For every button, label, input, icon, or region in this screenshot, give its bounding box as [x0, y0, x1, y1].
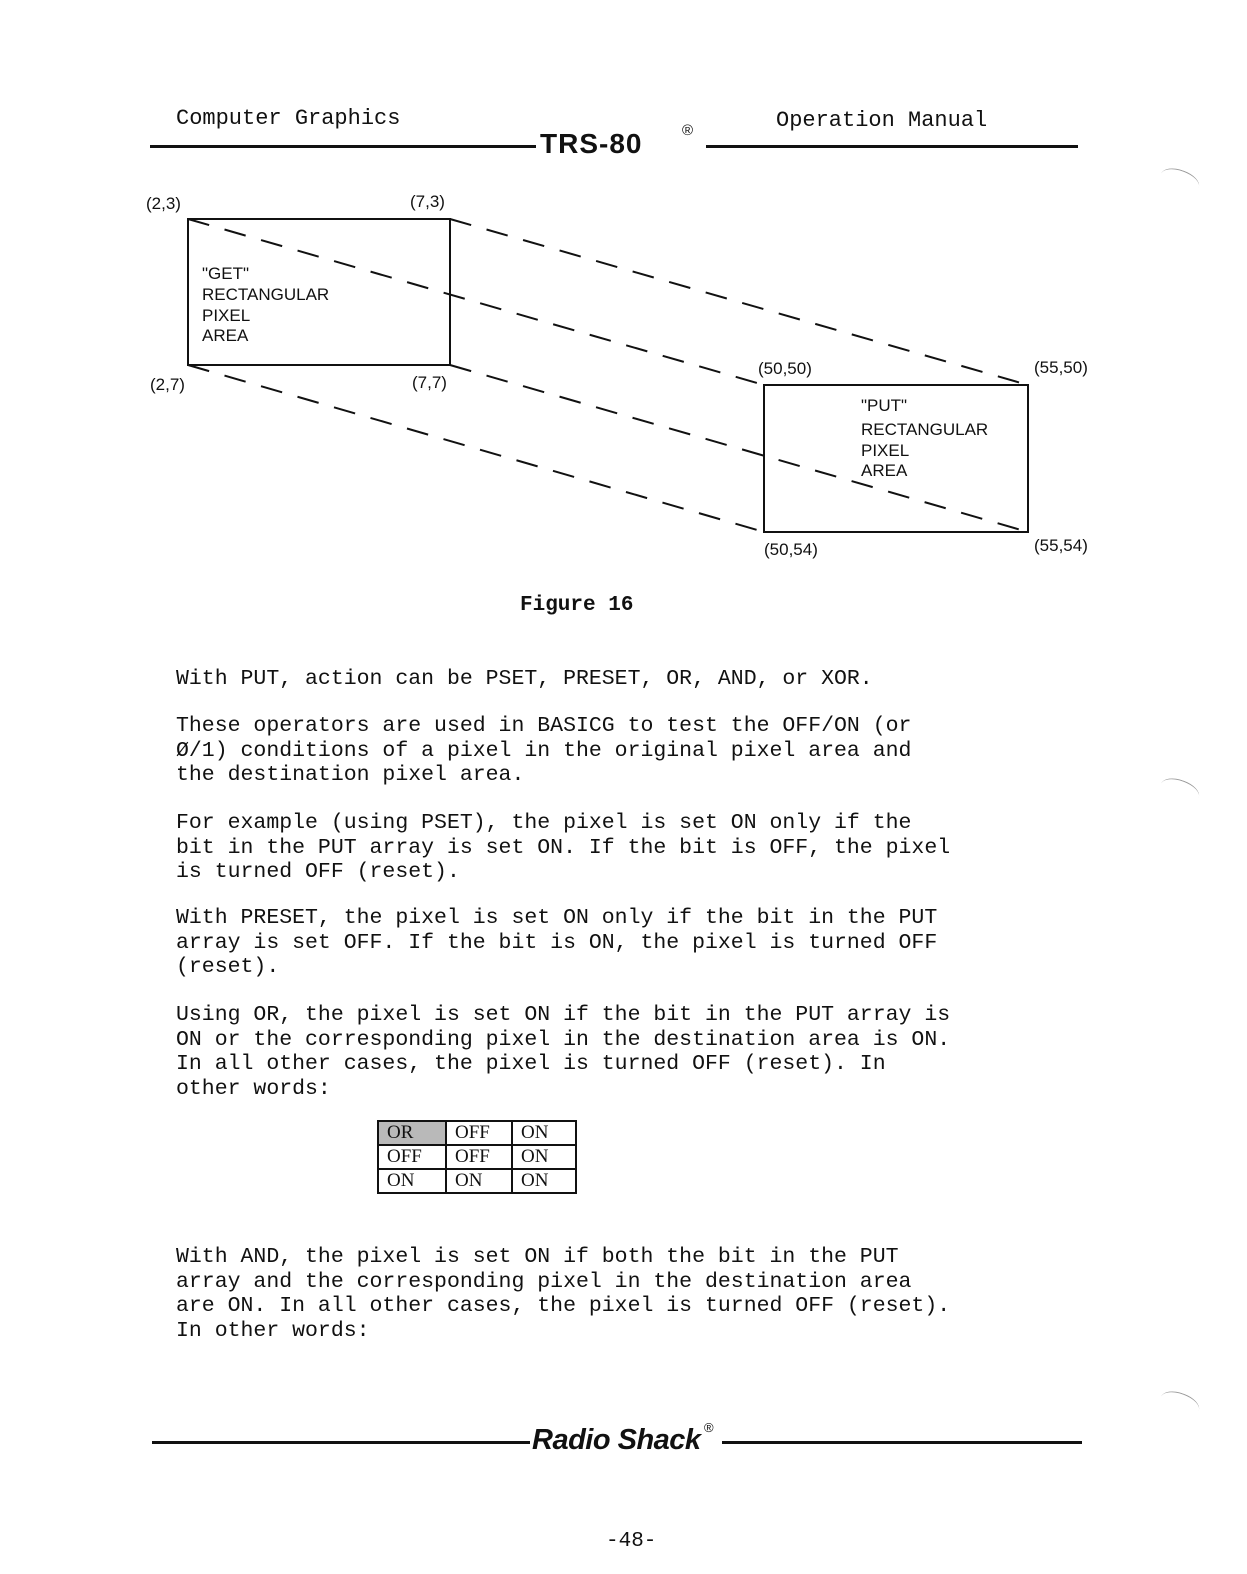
- table-cell: ON: [512, 1169, 576, 1193]
- paragraph-or: Using OR, the pixel is set ON if the bit in the PUT array is ON or the corresponding pixel in the destination area is ON. In all other cases, the pixel is turned OFF (reset). In other words:: [176, 1003, 951, 1101]
- projection-line-bottom-left: [188, 365, 764, 532]
- paragraph-preset: With PRESET, the pixel is set ON only if the bit in the PUT array is set OFF. If the bit is ON, the pixel is turned OFF (reset).: [176, 906, 938, 979]
- projection-line-top-right: [450, 219, 1028, 385]
- put-label-line-4: AREA: [861, 461, 908, 480]
- header-left-title: Computer Graphics: [176, 106, 401, 131]
- header-registered-mark: ®: [682, 122, 694, 139]
- footer-registered-mark: ®: [704, 1420, 714, 1435]
- table-row: [378, 1121, 576, 1145]
- table-cell: OFF: [446, 1145, 512, 1169]
- page-number: -48-: [606, 1530, 657, 1553]
- table-row: [378, 1169, 576, 1193]
- paragraph-operators: These operators are used in BASICG to test the OFF/ON (or Ø/1) conditions of a pixel in the original pixel area and the destination pixel area.: [176, 714, 912, 787]
- get-corner-bottom-left: (2,7): [150, 375, 185, 394]
- get-label-line-3: PIXEL: [202, 306, 251, 325]
- get-corner-top-right: (7,3): [410, 192, 445, 211]
- radio-shack-logo: Radio Shack: [532, 1424, 701, 1456]
- table-row-header: ON: [378, 1169, 446, 1193]
- trs80-logo: TRS-80: [540, 128, 643, 159]
- paragraph-put-actions: With PUT, action can be PSET, PRESET, OR, AND, or XOR.: [176, 667, 873, 691]
- footer-rule-left: [152, 1441, 530, 1444]
- get-corner-top-left: (2,3): [146, 194, 181, 213]
- paragraph-and: With AND, the pixel is set ON if both the bit in the PUT array and the corresponding pixel in the destination area are ON. In all other cases, the pixel is turned OFF (reset). In other words:: [176, 1245, 951, 1343]
- paragraph-pset-example: For example (using PSET), the pixel is set ON only if the bit in the PUT array is set ON. If the bit is OFF, the pixel is turned OFF (reset).: [176, 811, 951, 884]
- table-cell: ON: [512, 1145, 576, 1169]
- figure-caption: Figure 16: [520, 594, 634, 617]
- table-header-cell: ON: [512, 1121, 576, 1145]
- table-row-header: OFF: [378, 1145, 446, 1169]
- put-corner-bottom-right: (55,54): [1034, 536, 1088, 555]
- figure-16-diagram: [0, 0, 1247, 600]
- put-corner-top-right: (55,50): [1034, 358, 1088, 377]
- put-corner-bottom-left: (50,54): [764, 540, 818, 559]
- scan-mark: [1158, 1387, 1203, 1420]
- put-label-line-2: RECTANGULAR: [861, 420, 989, 439]
- table-header-cell: OFF: [446, 1121, 512, 1145]
- header-right-title: Operation Manual: [776, 108, 988, 133]
- put-corner-top-left: (50,50): [758, 359, 812, 378]
- get-label-line-1: "GET": [202, 264, 250, 283]
- projection-line-bottom-right: [450, 365, 1028, 532]
- put-label-line-3: PIXEL: [861, 441, 910, 460]
- get-label-line-2: RECTANGULAR: [202, 285, 330, 304]
- get-corner-bottom-right: (7,7): [412, 373, 447, 392]
- scan-mark: [1158, 774, 1203, 807]
- or-truth-table: [377, 1120, 577, 1194]
- footer-rule-right: [722, 1441, 1082, 1444]
- table-row: [378, 1145, 576, 1169]
- table-cell: ON: [446, 1169, 512, 1193]
- put-label-line-1: "PUT": [861, 396, 908, 415]
- table-header-corner: OR: [378, 1121, 446, 1145]
- get-label-line-4: AREA: [202, 326, 249, 345]
